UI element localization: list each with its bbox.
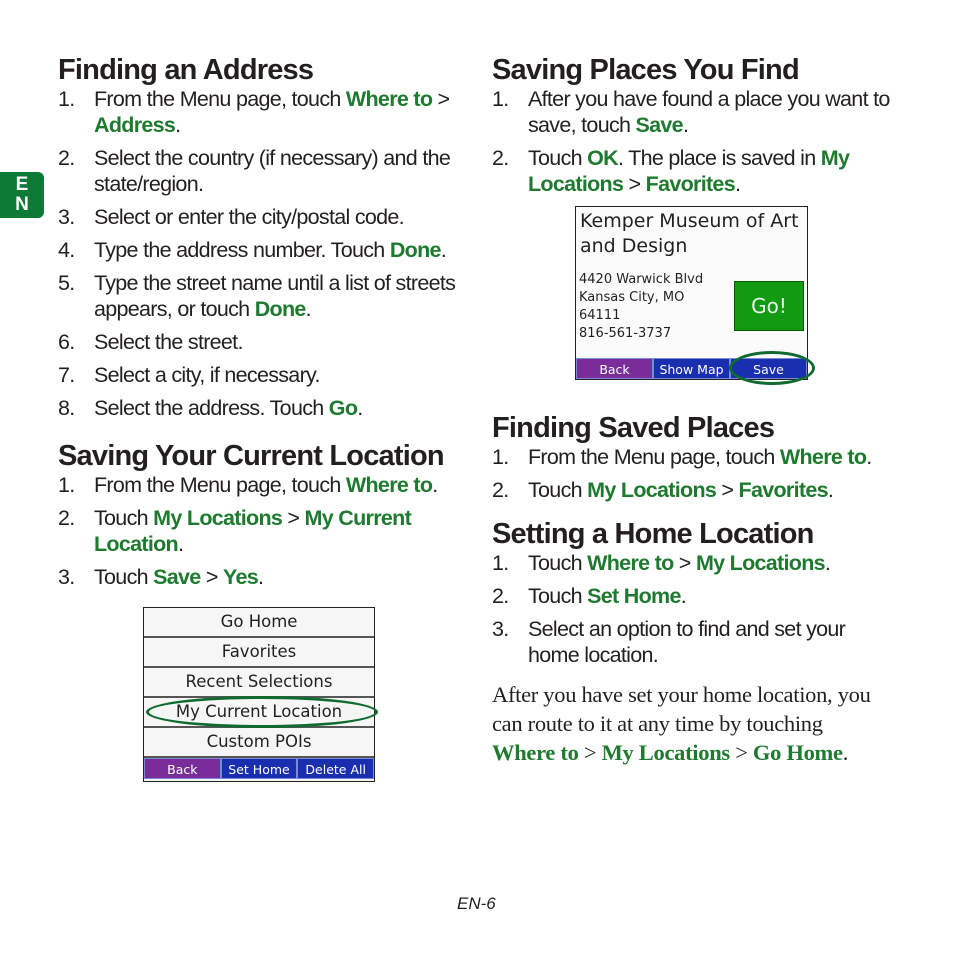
step-number: 2.: [58, 146, 75, 170]
step-number: 5.: [58, 271, 75, 295]
menu-item-recent-selections: Recent Selections: [144, 668, 374, 698]
button-bar: [144, 758, 374, 779]
ui-term: Favorites: [738, 478, 828, 502]
highlight-ellipse: [729, 351, 815, 385]
text: From the Menu page, touch: [94, 87, 346, 111]
step: [58, 472, 468, 498]
text: .: [824, 551, 831, 575]
heading: Finding Saved Places: [492, 412, 775, 444]
heading: Saving Your Current Location: [58, 440, 444, 472]
step: [58, 395, 468, 421]
my-locations-screenshot: [143, 607, 375, 782]
address-line: 816-561-3737: [579, 326, 672, 341]
step-number: 4.: [58, 238, 75, 262]
address-line: 4420 Warwick Blvd: [579, 272, 704, 287]
right-column: [492, 54, 892, 767]
text: >: [200, 565, 223, 589]
step-number: 1.: [58, 473, 75, 497]
step: [58, 505, 468, 557]
step-list: [492, 550, 892, 668]
text: .: [432, 473, 438, 497]
text: Select the country (if necessary) and the state/region.: [94, 146, 451, 196]
ui-term: Where to: [779, 445, 867, 469]
text: >: [673, 551, 696, 575]
highlight-ellipse: [146, 696, 378, 728]
text: .: [175, 113, 181, 137]
place-name: Kemper Museum of Art and Design: [580, 210, 799, 257]
heading: Finding an Address: [58, 54, 314, 86]
text: .: [357, 396, 363, 420]
ui-term: My Locations: [695, 551, 825, 575]
left-column: [58, 54, 468, 782]
ui-term: Where to: [345, 473, 433, 497]
step: [492, 477, 892, 503]
text: From the Menu page, touch: [94, 473, 346, 497]
text: >: [578, 740, 602, 765]
ui-term: OK: [587, 146, 619, 170]
ui-term: Address: [94, 113, 176, 137]
section-saving-current-location: [58, 440, 468, 597]
text: .: [866, 445, 872, 469]
tab-letter: N: [15, 194, 29, 215]
step-number: 1.: [492, 551, 509, 575]
section-home-location: [492, 518, 892, 767]
place-details-screenshot: [575, 206, 808, 380]
step-number: 6.: [58, 330, 75, 354]
text: .: [305, 297, 311, 321]
text: Select a city, if necessary.: [94, 363, 320, 387]
text: >: [282, 506, 305, 530]
step-list: [58, 86, 468, 421]
ui-term: Save: [635, 113, 683, 137]
menu-item-custom-pois: Custom POIs: [144, 728, 374, 758]
step: [492, 616, 892, 668]
ui-term: Favorites: [645, 172, 735, 196]
step: [492, 444, 892, 470]
text: .: [680, 584, 687, 608]
text: .: [827, 478, 834, 502]
text: From the Menu page, touch: [528, 445, 780, 469]
text: Touch: [528, 584, 588, 608]
step-number: 2.: [492, 584, 509, 608]
set-home-button: Set Home: [221, 758, 298, 779]
address-line: 64111: [579, 308, 621, 323]
text: >: [716, 478, 739, 502]
step-list: [58, 472, 468, 590]
ui-term: Save: [153, 565, 201, 589]
place-address: [579, 271, 703, 343]
step: [58, 362, 468, 388]
address-line: Kansas City, MO: [579, 290, 685, 305]
text: After you have set your home location, you can route to it at any time by touching: [492, 682, 871, 736]
step-number: 2.: [492, 146, 509, 170]
go-button: Go!: [734, 281, 804, 331]
step-list: [492, 444, 892, 503]
section-finding-saved-places: [492, 412, 892, 510]
step-number: 1.: [58, 87, 75, 111]
step-number: 8.: [58, 396, 75, 420]
language-tab-en: [0, 172, 44, 218]
text: >: [432, 87, 450, 111]
text: .: [682, 113, 689, 137]
text: . The place is saved in: [618, 146, 821, 170]
text: .: [842, 740, 849, 765]
show-map-button: Show Map: [653, 358, 730, 379]
text: .: [734, 172, 741, 196]
step-number: 3.: [492, 617, 509, 641]
section-saving-places: [492, 54, 892, 204]
ui-term: Where to: [587, 551, 674, 575]
step: [492, 583, 892, 609]
step-number: 3.: [58, 205, 75, 229]
step: [58, 270, 468, 322]
text: Select an option to find and set your home location.: [528, 617, 846, 667]
text: Touch: [528, 551, 588, 575]
ui-term: My Current Location: [94, 506, 412, 556]
ui-term: Go Home: [752, 740, 843, 765]
text: Select the address. Touch: [94, 396, 329, 420]
step: [58, 145, 468, 197]
step: [58, 86, 468, 138]
ui-term: Done: [254, 297, 306, 321]
text: .: [257, 565, 264, 589]
back-button: Back: [144, 758, 221, 779]
step-number: 2.: [492, 478, 509, 502]
heading: Setting a Home Location: [492, 518, 814, 550]
save-button: Save: [730, 358, 807, 379]
ui-term: Yes: [222, 565, 258, 589]
step: [58, 204, 468, 230]
text: .: [177, 532, 184, 556]
text: Touch: [94, 506, 154, 530]
back-button: Back: [576, 358, 653, 379]
tab-letter: E: [15, 174, 29, 195]
text: Select or enter the city/postal code.: [94, 205, 404, 229]
step-number: 2.: [58, 506, 75, 530]
ui-term: Where to: [492, 740, 579, 765]
step-number: 1.: [492, 445, 509, 469]
text: Type the street name until a list of streets appears, or touch: [94, 271, 456, 321]
step-list: [492, 86, 892, 197]
step: [58, 564, 468, 590]
step: [492, 86, 892, 138]
menu-item-favorites: Favorites: [144, 638, 374, 668]
menu-item-go-home: Go Home: [144, 608, 374, 638]
section-finding-address: [58, 54, 468, 428]
ui-term: My Locations: [153, 506, 283, 530]
step-number: 7.: [58, 363, 75, 387]
text: Touch: [94, 565, 154, 589]
step: [492, 550, 892, 576]
step: [58, 329, 468, 355]
ui-term: My Locations: [528, 146, 850, 196]
ui-term: Go: [328, 396, 358, 420]
text: Type the address number. Touch: [94, 238, 390, 262]
text: .: [440, 238, 447, 262]
heading: Saving Places You Find: [492, 54, 799, 86]
ui-term: Set Home: [587, 584, 681, 608]
delete-all-button: Delete All: [297, 758, 374, 779]
text: >: [623, 172, 646, 196]
ui-term: My Locations: [587, 478, 717, 502]
text: Touch: [528, 146, 588, 170]
ui-term: Done: [389, 238, 441, 262]
step-number: 1.: [492, 87, 509, 111]
text: Touch: [528, 478, 588, 502]
ui-term: My Locations: [601, 740, 730, 765]
step-number: 3.: [58, 565, 75, 589]
text: After you have found a place you want to save, touch: [528, 87, 890, 137]
page-number: EN-6: [457, 894, 496, 913]
text: >: [729, 740, 753, 765]
menu-item-my-current-location: My Current Location: [144, 698, 374, 728]
ui-term: Where to: [345, 87, 433, 111]
home-location-paragraph: [492, 680, 887, 767]
step: [58, 237, 468, 263]
text: Select the street.: [94, 330, 243, 354]
step: [492, 145, 892, 197]
